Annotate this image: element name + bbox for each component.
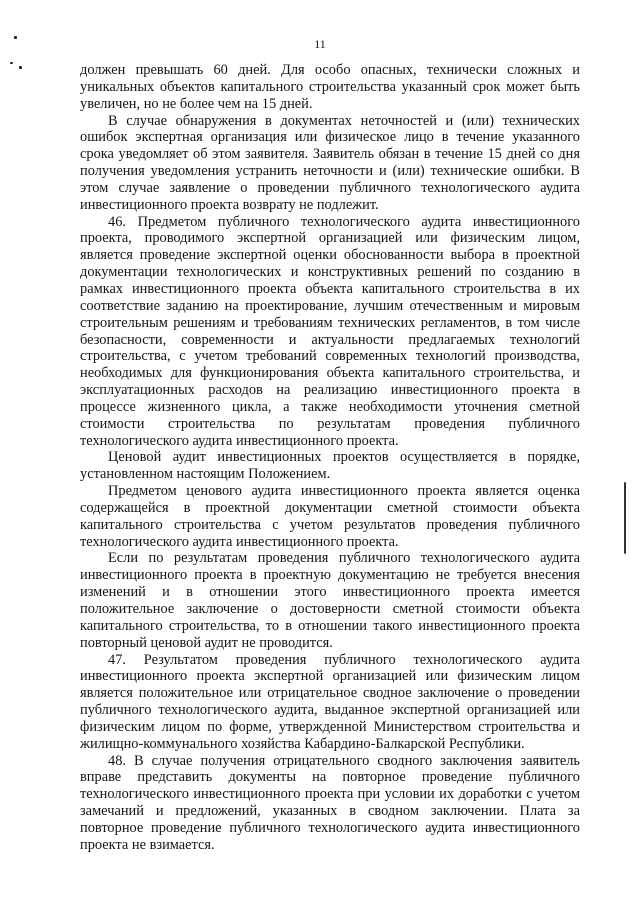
page-number: 11	[314, 37, 326, 51]
paragraph-continuation: должен превышать 60 дней. Для особо опасных, технически сложных и уникальных объектов капитального строительства указанный срок может быть увеличен, но не более чем на 15 дней.	[80, 62, 580, 112]
scan-edge-mark-right	[624, 482, 626, 554]
scan-mark-left-small	[19, 66, 22, 69]
paragraph-48: 48. В случае получения отрицательного сводного заключения заявитель вправе представить документы на повторное проведение публичного технологического инвестиционного проекта при условии их доработки с учетом замечаний и предложений, указанных в сводном заключении. Плата за повторное проведение публичного технологического аудита инвестиционного проекта не взимается.	[80, 752, 580, 853]
paragraph-price-audit: Ценовой аудит инвестиционных проектов осуществляется в порядке, установленном настоящим Положением.	[80, 449, 580, 483]
document-body	[80, 62, 580, 854]
scan-mark-left	[10, 62, 13, 64]
paragraph-errors-notice: В случае обнаружения в документах неточностей и (или) технических ошибок экспертная организация или физическое лицо в течение указанного срока уведомляет об этом заявителя. Заявитель обязан в течение 15 дней со дня получения уведомления устранить неточности и (или) технические ошибки. В этом случае заявление о проведении публичного технологического аудита инвестиционного проекта возврату не подлежит.	[80, 112, 580, 213]
paragraph-47: 47. Результатом проведения публичного технологического аудита инвестиционного проекта экспертной организацией или физическим лицом является положительное или отрицательное сводное заключение о проведении публичного технологического аудита, выданное экспертной организацией или физическим лицом по форме, утвержденной Министерством строительства и жилищно-коммунального хозяйства Кабардино-Балкарской Республики.	[80, 651, 580, 752]
paragraph-price-audit-subject: Предметом ценового аудита инвестиционного проекта является оценка содержащейся в проектной документации сметной стоимости объекта капитального строительства с учетом результатов проведения публичного технологического аудита инвестиционного проекта.	[80, 483, 580, 550]
paragraph-no-repeat-audit: Если по результатам проведения публичного технологического аудита инвестиционного проекта в проектную документацию не требуется внесения изменений и в отношении этого инвестиционного проекта имеется положительное заключение о достоверности сметной стоимости объекта капитального строительства, то в отношении такого инвестиционного проекта повторный ценовой аудит не проводится.	[80, 550, 580, 651]
paragraph-46: 46. Предметом публичного технологического аудита инвестиционного проекта, проводимого экспертной организацией или физическим лицом, является проведение экспертной оценки обоснованности выбора в проектной документации технологических и конструктивных решений по созданию в рамках инвестиционного проекта объекта капитального строительства в их соответствие заданию на проектирование, лучшим отечественным и мировым строительным решениям и требованиям технических регламентов, в том числе безопасности, современности и актуальности предлагаемых технологий строительства, с учетом требований современных технологий производства, необходимых для функционирования объекта капитального строительства, и эксплуатационных расходов на реализацию инвестиционного проекта в процессе жизненного цикла, а также необходимости уточнения сметной стоимости строительства по результатам проведения публичного технологического аудита инвестиционного проекта.	[80, 213, 580, 449]
